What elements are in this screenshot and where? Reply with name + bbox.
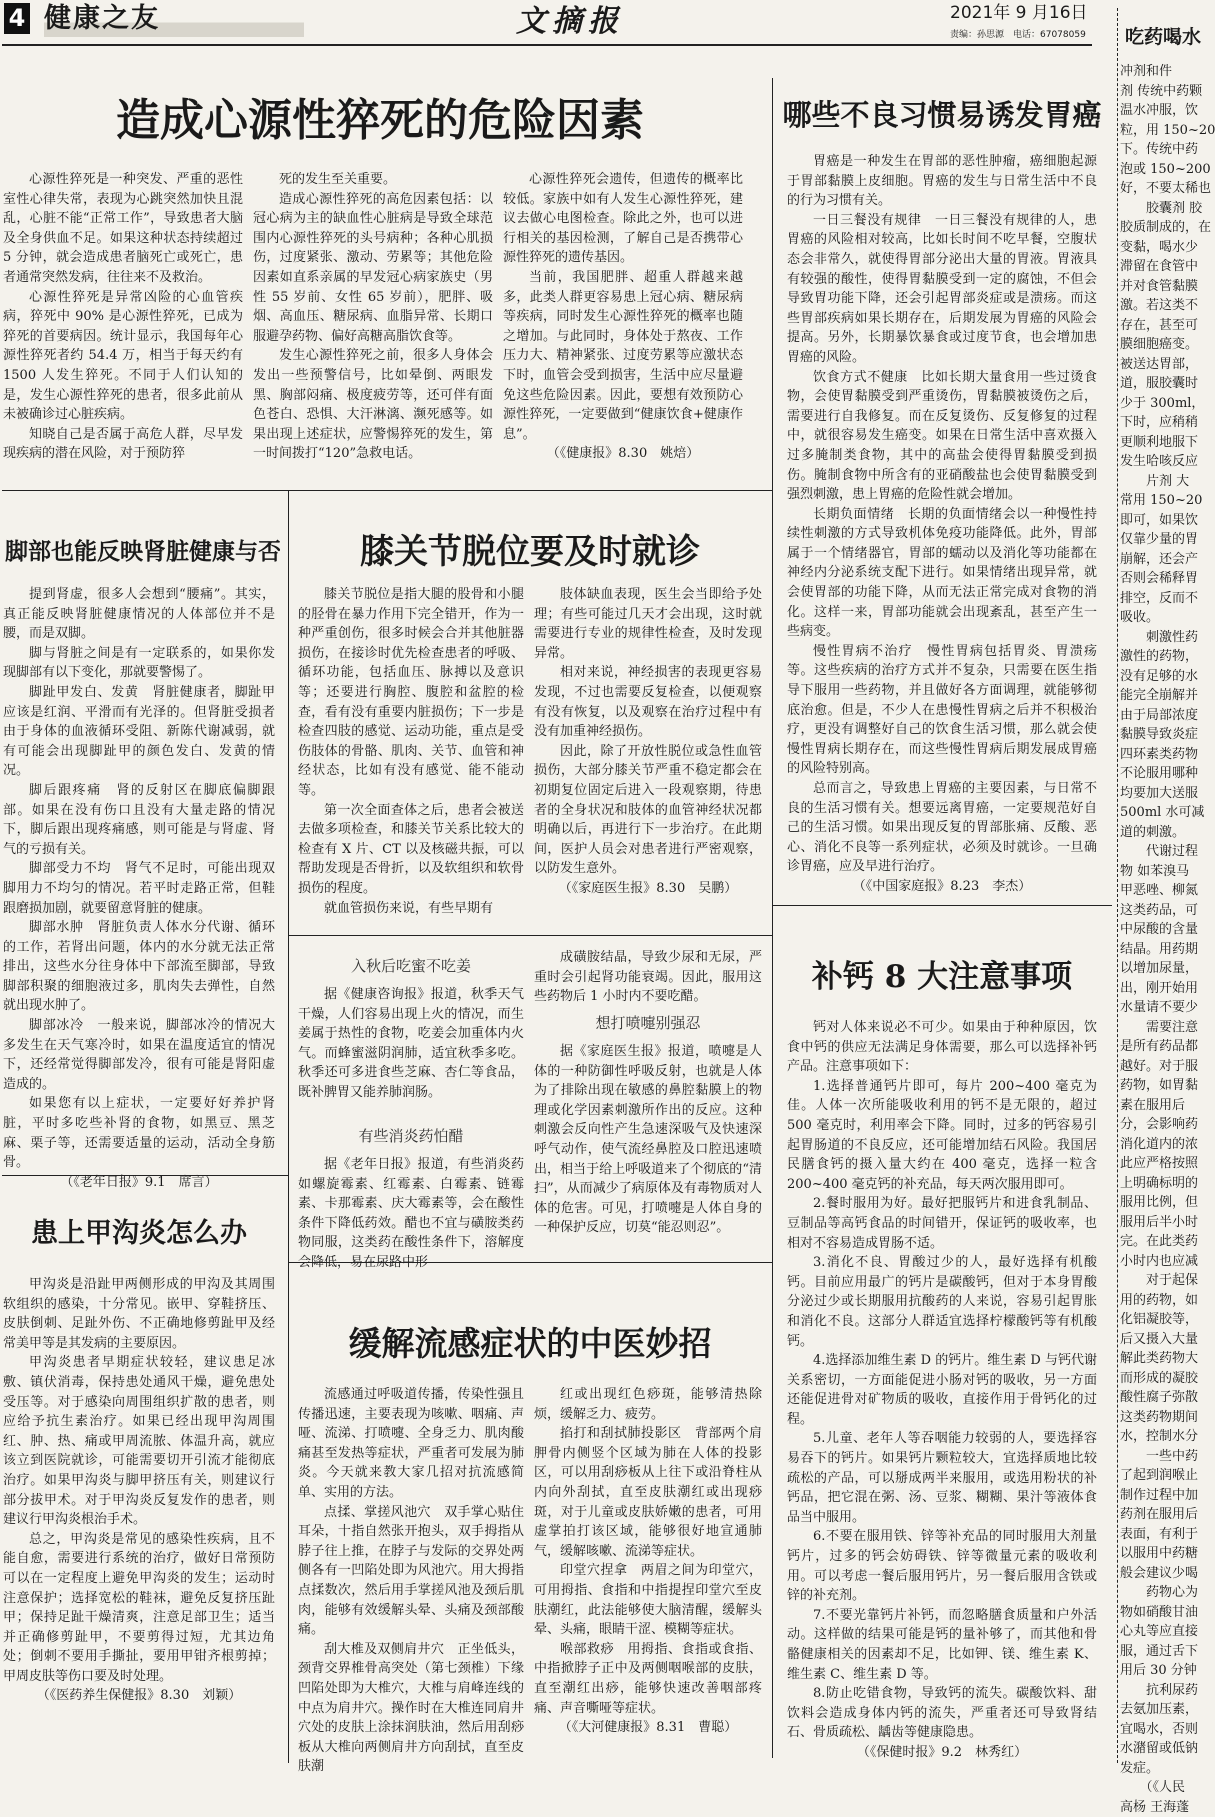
divider [772,905,1112,906]
article-1-col-2 [253,170,493,460]
right-column-line: 发生哈咳反应 [1120,452,1204,472]
divider [288,1262,772,1263]
right-column-line: 刺激性药 [1120,628,1204,648]
right-column-line: 表面，有利于 [1120,1525,1204,1545]
paragraph: 脚与肾脏之间是有一定联系的，如果你发现脚部有以下变化，那就要警惕了。 [3,644,275,683]
paragraph: 据《家庭医生报》报道，喷嚏是人体的一种防御性呼吸反射，也就是人体为了排除出现在敏感的鼻腔黏膜上的物理或化学因素刺激所作出的反应。这种刺激会反向性产生急速深吸气及快速深呼气动作，使气流经鼻腔及口腔迅速喷出，相当于给上呼吸道来了个彻底的“清扫”，从而减少了病原体及有毒物质对人体的危害。可见，打喷嚏是人体自身的一种保护反应，切莫“能忍则忍”。 [534,1042,762,1238]
right-column-line: 上明确标明的 [1120,1174,1204,1194]
divider [772,78,773,1758]
right-column-line: 服用后半小时 [1120,1213,1204,1233]
article-7-body [3,1275,275,1763]
right-column-line: 常用 150~20 [1120,491,1204,511]
right-column-line: 出，刚开始用 [1120,979,1204,999]
paragraph: 死的发生至关重要。 [253,170,493,190]
article-4-title: 膝关节脱位要及时就诊 [300,530,760,574]
right-column-line: 胶囊剂 胶 [1120,199,1204,219]
right-column-line: 变黏，喝水少 [1120,238,1204,258]
paragraph: 刮大椎及双侧肩井穴 正坐低头，颈背交界椎骨高突处（第七颈椎）下缘凹陷处即为大椎穴，大椎与肩峰连线的中点为肩井穴。操作时在大椎连同肩井穴处的皮肤上涂抹润肤油，然后用刮痧板从大椎向两侧肩井方向刮拭，直至皮肤潮 [298,1640,524,1777]
paragraph: 5.儿童、老年人等吞咽能力较弱的人，要选择容易吞下的钙片。如果钙片颗粒较大，宜选择质地比较疏松的产品，可以掰成两半来服用，或选用粉状的补钙品，把它混在粥、汤、豆浆、糊糊、果汁等液体食品当中服用。 [787,1429,1097,1527]
paragraph: 第一次全面查体之后，患者会被送去做多项检查，和膝关节关系比较大的检查有 X 片、CT 以及核磁共振，可以帮助发现是否骨折，以及软组织和软骨损伤的程度。 [298,801,524,899]
paragraph: 长期负面情绪 长期的负面情绪会以一种慢性持续性刺激的方式导致机体免疫功能降低。此外，胃部属于一个情绪器官，胃部的蠕动以及消化等功能都在神经内分泌系统支配下进行。如果情绪出现异常，就会使胃部的功能下降，从而无法正常完成对食物的消化。这样一来，胃部功能就会出现紊乱，甚至产生一些病变。 [787,505,1097,642]
right-column-line: 即可，如果饮 [1120,511,1204,531]
right-column-line: 小时内也应减 [1120,1252,1204,1272]
paragraph: 心源性猝死是异常凶险的心血管疾病，猝死中 90% 是心源性猝死，已成为猝死的首要病因。统计显示，我国每年心源性猝死者约 54.4 万，相当于每天约有 1500 人发生猝死。不同于人们认知的是，发生心源性猝死的患者，很多此前从未被确诊过心脏疾病。 [3,288,243,425]
paragraph: 脚部水肿 肾脏负责人体水分代谢、循环的工作，若肾出问题，体内的水分就无法正常排出，这些水分往身体中下部流至脚部，导致脚部积聚的细胞液过多，肌肉失去弹性，自然就出现水肿了。 [3,918,275,1016]
divider [288,935,772,936]
brief-3-heading: 想打喷嚏别强忍 [534,1012,762,1033]
paragraph: 喉部救痧 用拇指、食指或食指、中指掀脖子正中及两侧咽喉部的皮肤，直至潮红出痧，能够快速改善咽部疼痛、声音嘶哑等症状。 [534,1640,762,1718]
article-4-col-1 [298,585,524,930]
brief-2-heading: 有些消炎药怕醋 [298,1125,524,1146]
right-column-line: 崩解，还会产 [1120,550,1204,570]
paragraph: 成磺胺结晶，导致少尿和无尿，严重时会引起肾功能衰竭。因此，服用这些药物后 1 小时内不要吃醋。 [534,948,762,1007]
paragraph: 如果您有以上症状，一定要好好养护肾脏，平时多吃些补肾的食物，如黑豆、黑芝麻、栗子等，还需要适量的运动，活动全身筋骨。 [3,1094,275,1172]
page-number: 4 [9,4,26,32]
brief-1-heading: 入秋后吃蜜不吃姜 [298,955,524,976]
right-column-line: 道的刺激。 [1120,823,1204,843]
right-column-line: 剂 传统中药颗 [1120,82,1204,102]
right-column-line: 结晶。用药期 [1120,940,1204,960]
right-column-line: 水潴留或低钠 [1120,1739,1204,1759]
paragraph: 6.不要在服用铁、锌等补充品的同时服用大剂量钙片，过多的钙会妨碍铁、锌等微量元素的吸收利用。可以考虑一餐后服用钙片，另一餐后服用含铁或锌的补充剂。 [787,1527,1097,1605]
right-column-line: 此应严格按照 [1120,1154,1204,1174]
paragraph: 一日三餐没有规律 一日三餐没有规律的人，患胃癌的风险相对较高，比如长时间不吃早餐，空腹状态会非常久，就使得胃部分泌出大量的胃液。胃液具有较强的酸性，使得胃黏膜受到一定的腐蚀，不但会导致胃功能下降，还会引起胃部炎症或是溃疡。而这些胃部疾病如果长期存在，后期发展为胃癌的风险会提高。另外，长期暴饮暴食或过度节食，也会增加患胃癌的风险。 [787,211,1097,368]
article-2-source: （《中国家庭报》8.23 李杰） [787,877,1097,897]
article-3-title: 脚部也能反映肾脏健康与否 [3,535,283,569]
article-1-source: （《健康报》8.30 姚焙） [503,444,743,464]
brief-2-body-continued [534,948,762,1008]
right-column-body [1120,62,1204,1763]
divider [2,1175,288,1176]
right-column-line: 用后 30 分钟 [1120,1661,1204,1681]
right-column-line: 没有足够的水 [1120,667,1204,687]
right-column-line: 能完全崩解并 [1120,686,1204,706]
paragraph: 知晓自己是否属于高危人群，尽早发现疾病的潜在风险，对于预防猝 [3,425,243,464]
right-column-line: 四环素类药物 [1120,745,1204,765]
paragraph: 就血管损伤来说，有些早期有 [298,899,524,919]
right-column-line: 更顺利地服下 [1120,433,1204,453]
right-column-line: 排空，反而不 [1120,589,1204,609]
paragraph: 相对来说，神经损害的表现更容易发现，不过也需要反复检查，以便观察有没有恢复，以及观察在治疗过程中有没有加重神经损伤。 [534,663,762,741]
divider [288,490,289,1175]
paragraph: 点揉、掌搓风池穴 双手掌心贴住耳朵，十指自然张开抱头，双手拇指从脖子往上推，在脖子与发际的交界处两侧各有一凹陷处即为风池穴。用大拇指点揉数次，然后用手掌搓风池及颈后肌肉，能够有效缓解头晕、头痛及颈部酸痛。 [298,1503,524,1640]
section-title: 健康之友 [44,1,304,37]
right-column-line: 中尿酸的含量 [1120,920,1204,940]
article-7-title: 患上甲沟炎怎么办 [3,1215,275,1253]
article-1-col-1 [3,170,243,460]
paragraph: 因此，除了开放性脱位或急性血管损伤，大部分膝关节严重不稳定都会在初期复位固定后进入一段观察期，待患者的全身状况和肢体的血管神经状况都明确以后，再进行下一步治疗。在此期间，医护人员会对患者进行严密观察，以防发生意外。 [534,742,762,879]
paragraph: 胃癌是一种发生在胃部的恶性肿瘤，癌细胞起源于胃部黏膜上皮细胞。胃癌的发生与日常生活中不良的行为习惯有关。 [787,152,1097,211]
paragraph: 印堂穴捏拿 两眉之间为印堂穴，可用拇指、食指和中指提捏印堂穴至皮肤潮红，此法能够使大脑清醒，缓解头晕、头痛，眼睛干涩、模糊等症状。 [534,1561,762,1639]
right-column-line: 下。传统中药 [1120,140,1204,160]
right-column-line: 需要注意 [1120,1018,1204,1038]
divider [288,1175,289,1763]
right-column-line: 心丸等应直接 [1120,1622,1204,1642]
paragraph: 脚趾甲发白、发黄 肾脏健康者，脚趾甲应该是红润、平滑而有光泽的。但肾脏受损者由于身体的血液循环受阻、新陈代谢减弱，就有可能会出现脚趾甲的颜色发白、发黄的情况。 [3,683,275,781]
article-3-source: （《老年日报》9.1 席言） [3,1173,275,1193]
newspaper-logo: 文摘报 [480,2,660,42]
right-column-line: 激性的药物， [1120,647,1204,667]
brief-3-body [534,1042,762,1257]
right-column-line: 般会建议少喝 [1120,1564,1204,1584]
brief-1-body [298,985,524,1085]
right-column-line: 了起到润喉止 [1120,1466,1204,1486]
right-column-line: 药剂在服用后 [1120,1505,1204,1525]
paragraph: 造成心源性猝死的高危因素包括：以冠心病为主的缺血性心脏病是导致全球范围内心源性猝死的头号病种；各种心肌损伤，过度紧张、激动、劳累等；其他危险因素如直系亲属的早发冠心病家族史（男性 55 岁前、女性 65 岁前），肥胖、吸烟、高血压、糖尿病、血脂异常、长期口服避孕药物、偏好高糖高脂饮食等。 [253,190,493,347]
article-4-col-2 [534,585,762,930]
right-column-line: 吸收。 [1120,608,1204,628]
paragraph: 据《老年日报》报道，有些消炎药如螺旋霉素、红霉素、白霉素、链霉素、卡那霉素、庆大霉素等，会在酸性条件下降低药效。醋也不宜与磺胺类药物同服，这类药在酸性条件下，溶解度会降低，易在尿路中形 [298,1155,524,1273]
right-column-line: 以服用中药糖 [1120,1544,1204,1564]
article-8-col-2 [534,1385,762,1763]
right-column-line: 素在服用后 [1120,1096,1204,1116]
paragraph: 掐打和刮拭肺投影区 背部两个肩胛骨内侧竖个区域为肺在人体的投影区，可以用刮痧板从上往下或沿脊柱从内向外刮拭，直至皮肤潮红或出现痧斑，对于儿童或皮肤娇嫩的患者，可用虚掌拍打该区域，能够很好地宣通肺气，缓解咳嗽、流涕等症状。 [534,1424,762,1561]
right-column-line: 后又摄入大量 [1120,1330,1204,1350]
right-column-line: 完。在此类药 [1120,1232,1204,1252]
right-column-line: 发症。 [1120,1759,1204,1779]
right-column-line: 是所有药品都 [1120,1037,1204,1057]
right-column-line: 这类药物期间 [1120,1408,1204,1428]
right-column-line: 并对食管黏膜 [1120,277,1204,297]
right-column-line: 抗利尿药 [1120,1681,1204,1701]
paragraph: 慢性胃病不治疗 慢性胃病包括胃炎、胃溃疡等。这些疾病的治疗方式并不复杂，只需要在医生指导下服用一些药物，并且做好各方面调理，就能够彻底治愈。但是，不少人在患慢性胃病之后并不积极治疗，更没有调整好自己的饮食生活习惯，那么就会使慢性胃病长期存在，而这些慢性胃病后期发展成胃癌的风险特别高。 [787,642,1097,779]
right-column-line: 不论服用哪种 [1120,764,1204,784]
right-column-line: 代谢过程 [1120,842,1204,862]
paragraph: 肢体缺血表现，医生会当即给予处理；有些可能过几天才会出现，这时就需要进行专业的规律性检查，及时发现异常。 [534,585,762,663]
brief-2-body [298,1155,524,1255]
right-column-line: 水量请不要少 [1120,998,1204,1018]
right-column-line: 温水冲服，饮 [1120,101,1204,121]
right-column-line: 好，不要太稀也 [1120,179,1204,199]
right-column-line: 以增加尿量， [1120,959,1204,979]
paragraph: 当前，我国肥胖、超重人群越来越多，此类人群更容易患上冠心病、糖尿病等疾病，同时发生心源性猝死的概率也随之增加。与此同时，身体处于熬夜、工作压力大、精神紧张、过度劳累等应激状态下时，血管会受到损害，生活中应尽量避免这些危险因素。因此，要想有效预防心源性猝死，一定要做到“健康饮食+健康作息”。 [503,268,743,444]
right-column-line: 仅靠少量的胃 [1120,530,1204,550]
editor-info: 责编：孙思源 电话：67078059 [950,28,1090,42]
right-column-line: 服，通过舌下 [1120,1642,1204,1662]
right-column-line: 药物，如胃黏 [1120,1076,1204,1096]
paragraph: 甲沟炎是沿趾甲两侧形成的甲沟及其周围软组织的感染，十分常见。嵌甲、穿鞋挤压、皮肤倒刺、足趾外伤、不正确地修剪趾甲及经常美甲等是其发病的主要原因。 [3,1275,275,1353]
right-column-line: 激。若这类不 [1120,296,1204,316]
paragraph: 4.选择添加维生素 D 的钙片。维生素 D 与钙代谢关系密切，一方面能促进小肠对钙的吸收，另一方面还能促进骨对矿物质的吸收，直接作用于骨钙化的过程。 [787,1351,1097,1429]
right-column-line: 去氨加压素， [1120,1700,1204,1720]
right-column-line: 被送达胃部， [1120,355,1204,375]
right-column-line: 水，控制水分 [1120,1427,1204,1447]
paragraph: 8.防止吃错食物，导致钙的流失。碳酸饮料、甜饮料会造成身体内钙的流失，严重者还可导致肾结石、骨质疏松、龋齿等健康隐患。 [787,1684,1097,1743]
paragraph: 心源性猝死会遗传，但遗传的概率比较低。家族中如有人发生心源性猝死，建议去做心电图检查。除此之外，也可以进行相关的基因检测，了解自己是否携带心源性猝死的遗传基因。 [503,170,743,268]
right-column-line: 化铝凝胶等， [1120,1310,1204,1330]
right-column-line: 500ml 水可减 [1120,803,1204,823]
right-column-line: 越好。对于服 [1120,1057,1204,1077]
paragraph: 1.选择普通钙片即可，每片 200~400 毫克为佳。人体一次所能吸收利用的钙不是无限的，超过 500 毫克时，利用率会下降。同时，过多的钙容易引起胃肠道的不良反应，还可能增加结石风险。我国居民膳食钙的摄入量大约在 400 毫克，选择一粒含 200~400 毫克钙的补充品，每天两次服用即可。 [787,1077,1097,1195]
article-8-col-1 [298,1385,524,1763]
right-column-line: 泡或 150~200 [1120,160,1204,180]
issue-date: 2021年 9 月16日 [950,2,1150,24]
paragraph: 据《健康咨询报》报道，秋季天气干燥，人们容易出现上火的情况，而生姜属于热性的食物，吃姜会加重体内火气。而蜂蜜滋阴润肺，适宜秋季多吃。秋季还可多进食些芝麻、杏仁等食品，既补脾胃又能养肺润肠。 [298,985,524,1103]
paragraph: 7.不要光靠钙片补钙，而忽略膳食质量和户外活动。这样做的结果可能是钙的量补够了，而其他和骨骼健康相关的因素却不足，比如钾、镁、维生素 K、维生素 C、维生素 D 等。 [787,1606,1097,1684]
article-7-source: （《医药养生保健报》8.30 刘颖） [3,1686,275,1706]
right-column-line: 用的药物，如 [1120,1291,1204,1311]
article-8-source: （《大河健康报》8.31 曹聪） [534,1718,762,1738]
right-column-line: 粒，用 150~20 [1120,121,1204,141]
right-column-title: 吃药喝水 [1125,20,1204,54]
paragraph: 发生心源性猝死之前，很多人身体会发出一些预警信号，比如晕倒、两眼发黑、胸部闷痛、极度疲劳等，还可伴有面色苍白、恐惧、大汗淋漓、濒死感等。如果出现上述症状，应警惕猝死的发生，第一时间拨打“120”急救电话。 [253,346,493,464]
right-column-line: 否则会稀释胃 [1120,569,1204,589]
right-column-line: 下时，应稍稍 [1120,413,1204,433]
article-1-title: 造成心源性猝死的危险因素 [20,95,740,147]
article-6-body [787,1018,1097,1763]
right-column-line: 对于起保 [1120,1271,1204,1291]
article-2-body [787,152,1097,897]
right-column-line: （《人民 [1120,1778,1204,1798]
paragraph: 饮食方式不健康 比如长期大量食用一些过烫食物，会使胃黏膜受到严重烫伤，胃黏膜被烫伤之后，需要进行自我修复。而在反复烫伤、反复修复的过程中，就很容易发生癌变。如果在日常生活中喜欢摄入过多腌制类食物，其中的高盐会使得胃黏膜受到损伤。腌制食物中所含有的亚硝酸盐也会使胃黏膜受到强烈刺激，患上胃癌的危险性就会增加。 [787,368,1097,505]
right-column-line: 均要加大送服 [1120,784,1204,804]
right-column-line: 冲剂和件 [1120,62,1204,82]
right-column-line: 解此类药物大 [1120,1349,1204,1369]
right-column-border [1117,8,1118,1763]
right-column-line: 滞留在食管中 [1120,257,1204,277]
paragraph: 心源性猝死是一种突发、严重的恶性室性心律失常，表现为心跳突然加快且混乱，心脏不能“正常工作”，导致患者大脑及全身供血不足。如果这种状态持续超过 5 分钟，就会造成患者脑死亡或死亡，患者通常突然发病，往往来不及救治。 [3,170,243,288]
paragraph: 提到肾虚，很多人会想到“腰痛”。其实，真正能反映肾脏健康情况的人体部位并不是腰，而是双脚。 [3,585,275,644]
right-column-line: 宜喝水，否则 [1120,1720,1204,1740]
right-column-line: 片剂 大 [1120,472,1204,492]
right-column-line: 胶质制成的，在 [1120,218,1204,238]
article-8-title: 缓解流感症状的中医妙招 [300,1322,760,1366]
paragraph: 红或出现红色痧斑，能够清热除烦，缓解乏力、疲劳。 [534,1385,762,1424]
paragraph: 膝关节脱位是指大腿的股骨和小腿的胫骨在暴力作用下完全错开，作为一种严重创伤，很多时候会合并其他脏器损伤，在接诊时优先检查患者的呼吸、循环功能，包括血压、脉搏以及意识等；还要进行胸腔、腹腔和盆腔的检查，看有没有重要内脏损伤；下一步是检查四肢的感觉、运动功能，重点是受伤肢体的骨骼、肌肉、关节、血管和神经状态，比如有没有感觉、能不能动等。 [298,585,524,801]
right-column-line: 道，服胶囊时 [1120,374,1204,394]
right-column-line: 服用比例，但 [1120,1193,1204,1213]
right-column-line: 分，会影响药 [1120,1115,1204,1135]
paragraph: 甲沟炎患者早期症状较轻，建议患足冰敷、镇伏消毒，保持患处通风干燥，避免患处受压等。对于感染向周围组织扩散的患者，则应给予抗生素治疗。如果已经出现甲沟周围红、肿、热、痛或甲周流脓、体温升高，就应该立到医院就诊，可能需要切开引流才能彻底治疗。如果甲沟炎与脚甲挤压有关，则建议行部分拔甲术。对于甲沟炎反复发作的患者，则建议行甲沟炎根治手术。 [3,1353,275,1529]
article-6-title: 补钙 8 大注意事项 [782,955,1102,999]
masthead-rule [2,44,1092,46]
right-column-line: 黏膜导致炎症 [1120,725,1204,745]
divider [2,490,772,491]
right-column-line: 膜细胞癌变。 [1120,335,1204,355]
article-2-title: 哪些不良习惯易诱发胃癌 [782,95,1102,135]
paragraph: 总而言之，导致患上胃癌的主要因素，与日常不良的生活习惯有关。想要远离胃癌，一定要规范好自己的生活习惯。如果出现反复的胃部胀痛、反酸、恶心、消化不良等一系列症状，必须及时就诊。一旦确诊胃癌，应及早进行治疗。 [787,779,1097,877]
right-column-line: 而形成的凝胶 [1120,1369,1204,1389]
right-column-line: 存在，甚至可 [1120,316,1204,336]
paragraph: 流感通过呼吸道传播，传染性强且传播迅速，主要表现为咳嗽、咽痛、声哑、流涕、打喷嚏、全身乏力、肌肉酸痛甚至发热等症状，严重者可发展为肺炎。今天就来教大家几招对抗流感简单、实用的方法。 [298,1385,524,1503]
right-column-line: 由于局部浓度 [1120,706,1204,726]
paragraph: 2.餐时服用为好。最好把服钙片和进食乳制品、豆制品等高钙食品的时间错开，保证钙的吸收率，也相对不容易造成胃肠不适。 [787,1194,1097,1253]
paragraph: 脚后跟疼痛 肾的反射区在脚底偏脚跟部。如果在没有伤口且没有大量走路的情况下，脚后跟出现疼痛感，则可能是与肾虚、肾气的亏损有关。 [3,781,275,859]
right-column-line: 高杨 王海蓬 [1120,1798,1204,1817]
right-column-line: 物 如苯溴马 [1120,862,1204,882]
right-column-line: 甲恶唑、柳氮 [1120,881,1204,901]
paragraph: 3.消化不良、胃酸过少的人，最好选择有机酸钙。目前应用最广的钙片是碳酸钙，但对于本身胃酸分泌过少或长期服用抗酸药的人来说，容易引起胃胀和消化不良。这部分人群适宜选择柠檬酸钙等有机酸钙。 [787,1253,1097,1351]
article-1-col-3 [503,170,743,480]
right-column-line: 酸性腐子弥散 [1120,1388,1204,1408]
article-3-body [3,585,275,1170]
article-6-source: （《保健时报》9.2 林秀红） [787,1743,1097,1763]
page-number-badge [4,3,30,34]
right-column-line: 少于 300ml， [1120,394,1204,414]
right-column-line: 物如硝酸甘油 [1120,1603,1204,1623]
paragraph: 总之，甲沟炎是常见的感染性疾病，且不能自愈，需要进行系统的治疗，做好日常预防可以在一定程度上避免甲沟炎的发生；运动时注意保护；选择宽松的鞋袜，避免反复挤压趾甲；保持足趾干燥清爽，注意足部卫生；适当并正确修剪趾甲，不要剪得过短，尤其边角处；倒刺不要用手撕扯，要用甲钳齐根剪掉；甲周皮肤等伤口要及时处理。 [3,1530,275,1687]
paragraph: 脚部冰冷 一般来说，脚部冰冷的情况大多发生在天气寒冷时，如果在温度适宜的情况下，还经常觉得脚部发冷，很有可能是肾阳虚造成的。 [3,1016,275,1094]
right-column-line: 制作过程中加 [1120,1486,1204,1506]
right-column-line: 药物心为 [1120,1583,1204,1603]
article-4-source: （《家庭医生报》8.30 吴鹏） [534,879,762,899]
paragraph: 脚部受力不均 肾气不足时，可能出现双脚用力不均匀的情况。若平时走路正常，但鞋跟磨损加剧，就要留意肾脏的健康。 [3,859,275,918]
right-column-line: 消化道内的浓 [1120,1135,1204,1155]
paragraph: 钙对人体来说必不可少。如果由于种种原因，饮食中钙的供应无法满足身体需要，那么可以选择补钙产品。注意事项如下： [787,1018,1097,1077]
right-column-line: 这类药品，可 [1120,901,1204,921]
right-column-line: 一些中药 [1120,1447,1204,1467]
